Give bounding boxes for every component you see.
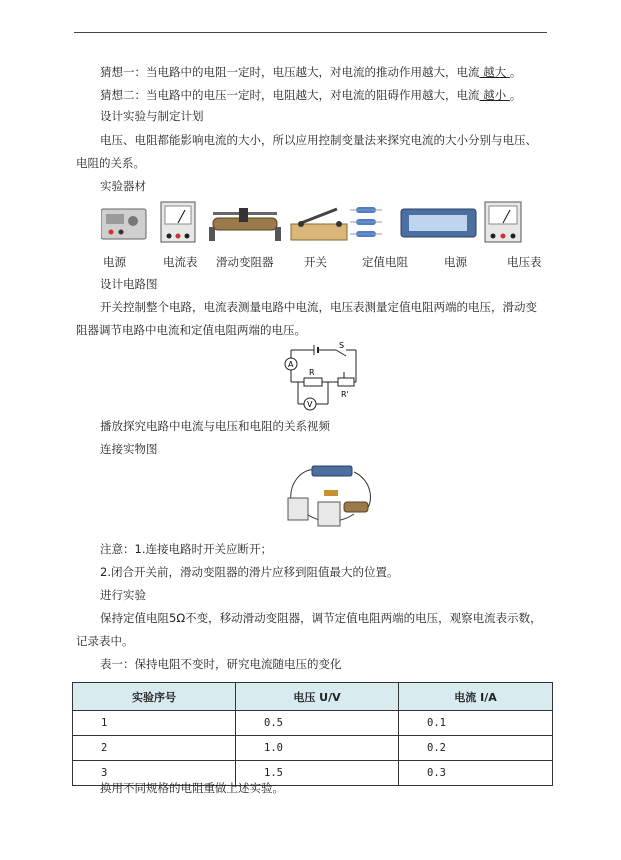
header-rule (74, 32, 547, 33)
label-power-supply: 电源 (103, 255, 126, 269)
procedure-line-1: 保持定值电阻5Ω不变，移动滑动变阻器，调节定值电阻两端的电压，观察电流表示数， (100, 611, 542, 625)
note-two: 2.闭合开关前，滑动变阻器的滑片应移到阻值最大的位置。 (100, 565, 399, 579)
voltmeter-icon (318, 502, 340, 526)
ammeter-icon (288, 498, 308, 520)
equipment-heading: 实验器材 (100, 179, 146, 193)
guess-two (100, 87, 521, 103)
physical-circuit-photo (284, 462, 374, 528)
cell-trial: 2 (73, 736, 236, 761)
guess-one (100, 64, 521, 80)
circuit-heading: 设计电路图 (100, 277, 158, 291)
resistor-icon (324, 490, 338, 496)
label-switch: 开关 (304, 255, 327, 269)
guess-two-text: 猜想二：当电路中的电压一定时，电阻越大，对电流的阻碍作用越大，电流 (100, 88, 480, 102)
switch-symbol: S (339, 342, 345, 350)
table-row (73, 736, 553, 761)
guess-two-answer: 越小 (479, 88, 510, 102)
label-ammeter: 电流表 (163, 255, 198, 269)
battery-box-icon (401, 209, 476, 237)
do-experiment-heading: 进行实验 (100, 588, 146, 602)
video-line: 播放探究电路中电流与电压和电阻的关系视频 (100, 419, 330, 433)
label-resistor: 定值电阻 (362, 255, 408, 269)
note-one: 注意：1.连接电路时开关应断开； (100, 542, 272, 556)
cell-voltage: 1.0 (236, 736, 399, 761)
label-voltmeter: 电压表 (507, 255, 542, 269)
table-row (73, 711, 553, 736)
cell-current: 0.1 (399, 711, 553, 736)
cell-trial: 1 (73, 711, 236, 736)
cell-trial: 3 (73, 761, 236, 786)
guess-one-text: 猜想一：当电路中的电阻一定时，电压越大，对电流的推动作用越大，电流 (100, 65, 480, 79)
label-battery: 电源 (444, 255, 467, 269)
ammeter-symbol: A (288, 360, 294, 369)
resistor-icon (350, 207, 382, 237)
battery-box-icon (312, 466, 352, 476)
cell-voltage: 0.5 (236, 711, 399, 736)
header-trial: 实验序号 (73, 683, 236, 711)
repeat-line: 换用不同规格的电阻重做上述实验。 (100, 781, 284, 795)
power-supply-icon (101, 209, 146, 239)
circuit-diagram (278, 342, 360, 414)
guess-two-period: 。 (509, 88, 522, 102)
table-caption: 表一：保持电阻不变时，研究电流随电压的变化 (100, 657, 342, 671)
data-table (72, 682, 553, 786)
cell-voltage: 1.5 (236, 761, 399, 786)
circuit-desc-2: 阻器调节电路中电流和定值电阻两端的电压。 (76, 323, 306, 337)
resistor-symbol: R (309, 368, 315, 377)
label-rheostat: 滑动变阻器 (216, 255, 274, 269)
header-voltage: 电压 U/V (236, 683, 399, 711)
procedure-line-2: 记录表中。 (76, 634, 134, 648)
circuit-desc-1: 开关控制整个电路，电流表测量电路中电流，电压表测量定值电阻两端的电压，滑动变 (100, 300, 537, 314)
switch-icon (291, 209, 347, 240)
guess-one-period: 。 (509, 65, 522, 79)
guess-one-answer: 越大 (479, 65, 510, 79)
design-plan-heading: 设计实验与制定计划 (100, 109, 204, 123)
cell-current: 0.2 (399, 736, 553, 761)
rheostat-icon (344, 502, 368, 512)
intro-line-1: 电压、电阻都能影响电流的大小，所以应用控制变量法来探究电流的大小分别与电压、 (100, 133, 537, 147)
table-header-row (73, 683, 553, 711)
rheostat-symbol: R' (341, 390, 349, 399)
header-current: 电流 I/A (399, 683, 553, 711)
voltmeter-icon (485, 202, 521, 242)
connect-heading: 连接实物图 (100, 442, 158, 456)
equipment-photos (101, 199, 527, 245)
rheostat-icon (209, 208, 281, 241)
cell-current: 0.3 (399, 761, 553, 786)
voltmeter-symbol: V (307, 400, 313, 409)
intro-line-2: 电阻的关系。 (76, 156, 145, 170)
ammeter-icon (161, 202, 195, 242)
